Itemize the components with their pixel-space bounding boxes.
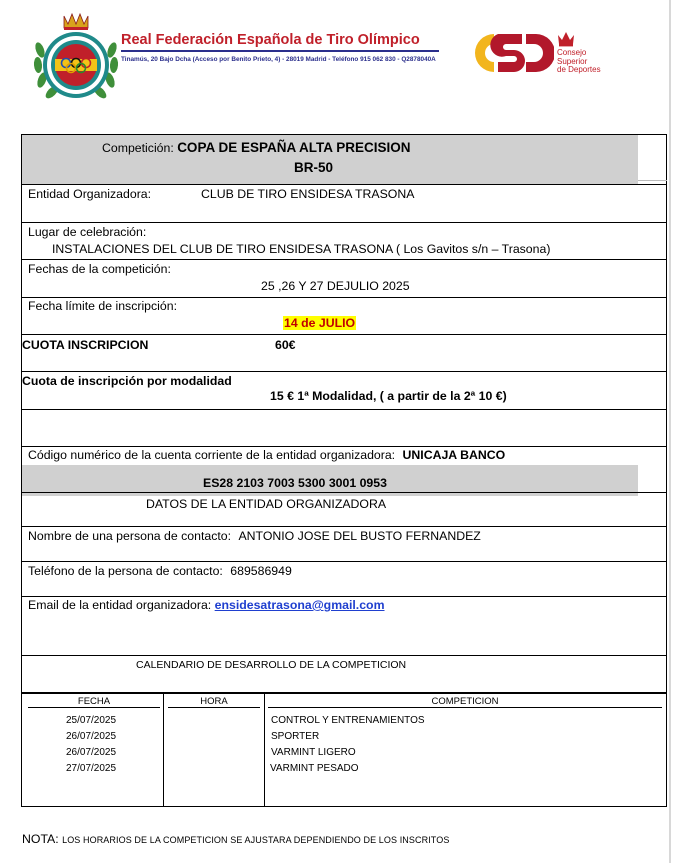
dates-value: 25 ,26 Y 27 DEJULIO 2025 — [261, 279, 410, 293]
csd-name-line3: de Deportes — [557, 65, 601, 75]
row-date: 26/07/2025 — [66, 747, 117, 758]
calendar-header-time: HORA — [200, 696, 228, 707]
calendar-col-divider — [264, 693, 265, 807]
venue-label: Lugar de celebración: — [28, 225, 147, 239]
row-rule — [21, 409, 667, 410]
row-rule — [21, 561, 667, 562]
row-rule — [21, 371, 667, 372]
account-row — [28, 448, 505, 462]
deadline-value — [283, 316, 356, 330]
competition-name: COPA DE ESPAÑA ALTA PRECISION — [177, 140, 411, 155]
row-date: 25/07/2025 — [66, 715, 117, 726]
csd-name — [557, 49, 601, 75]
row-rule — [21, 297, 667, 298]
organizer-value: CLUB DE TIRO ENSIDESA TRASONA — [201, 187, 415, 201]
venue-value: INSTALACIONES DEL CLUB DE TIRO ENSIDESA TRASONA ( Los Gavitos s/n – Trasona) — [52, 242, 551, 256]
row-rule — [21, 259, 667, 260]
csd-name-line1: Consejo — [557, 48, 587, 57]
competition-label: Competición: — [102, 141, 174, 155]
calendar-header-competition: COMPETICION — [431, 696, 499, 707]
row-competition: VARMINT LIGERO — [271, 747, 356, 758]
calendar-header-date: FECHA — [77, 696, 111, 707]
row-date: 26/07/2025 — [66, 731, 117, 742]
iban-value: ES28 2103 7003 5300 3001 0953 — [203, 476, 387, 490]
federation-name: Real Federación Española de Tiro Olímpico — [121, 32, 420, 48]
fee-modality-label: Cuota de inscripción por modalidad — [22, 374, 232, 388]
header-underline — [268, 707, 662, 708]
org-data-title: DATOS DE LA ENTIDAD ORGANIZADORA — [146, 497, 387, 511]
calendar-col-divider — [163, 693, 164, 807]
row-rule — [21, 655, 667, 656]
row-competition: CONTROL Y ENTRENAMIENTOS — [271, 715, 425, 726]
calendar-title: CALENDARIO DE DESARROLLO DE LA COMPETICION — [136, 659, 407, 671]
row-rule — [21, 526, 667, 527]
deadline-highlight: 14 de JULIO — [284, 316, 356, 330]
csd-name-line2: Superior — [557, 56, 588, 66]
fee-modality-value: 15 € 1ª Modalidad, ( a partir de la 2ª 10 €) — [270, 389, 507, 403]
rfeto-logo — [30, 10, 122, 106]
phone-label: Teléfono de la persona de contacto: — [28, 564, 223, 578]
row-rule — [21, 184, 667, 185]
note — [22, 832, 449, 846]
email-label: Email de la entidad organizadora: — [28, 598, 212, 612]
crown-icon — [556, 30, 576, 47]
competition-row — [102, 140, 410, 155]
row-rule — [21, 334, 667, 335]
organizer-label: Entidad Organizadora: — [28, 187, 152, 201]
fee-label: CUOTA INSCRIPCION — [22, 338, 149, 352]
header-underline — [168, 707, 260, 708]
csd-logo — [464, 28, 554, 78]
bank-name: UNICAJA BANCO — [402, 448, 506, 462]
phone-value: 689586949 — [230, 564, 292, 578]
competition-sub: BR-50 — [294, 160, 334, 175]
contact-row — [28, 529, 481, 543]
row-rule — [21, 446, 667, 447]
deadline-label: Fecha límite de inscripción: — [28, 299, 177, 313]
dates-label: Fechas de la competición: — [28, 262, 171, 276]
row-competition: VARMINT PESADO — [270, 763, 359, 774]
email-link[interactable]: ensidesatrasona@gmail.com — [214, 598, 385, 612]
band-edge — [638, 180, 667, 181]
email-row — [28, 598, 385, 612]
row-rule — [21, 492, 667, 493]
contact-value: ANTONIO JOSE DEL BUSTO FERNANDEZ — [238, 529, 481, 543]
row-competition: SPORTER — [271, 731, 320, 742]
row-rule — [21, 222, 667, 223]
note-text: LOS HORARIOS DE LA COMPETICION SE AJUSTARA DEPENDIENDO DE LOS INSCRITOS — [62, 835, 450, 845]
federation-rule — [121, 50, 439, 52]
row-rule — [21, 596, 667, 597]
header-underline — [28, 707, 160, 708]
row-date: 27/07/2025 — [66, 763, 117, 774]
contact-label: Nombre de una persona de contacto: — [28, 529, 232, 543]
page-edge — [669, 0, 671, 863]
phone-row — [28, 564, 292, 578]
note-label: NOTA: — [22, 832, 59, 846]
row-rule — [21, 692, 667, 694]
fee-value: 60€ — [275, 338, 296, 352]
federation-address: Tinamús, 20 Bajo Dcha (Acceso por Benito Prieto, 4) - 28019 Madrid - Teléfono 915 062 830 - Q2878040A — [121, 56, 436, 63]
account-label: Código numérico de la cuenta corriente de la entidad organizadora: — [28, 448, 396, 462]
